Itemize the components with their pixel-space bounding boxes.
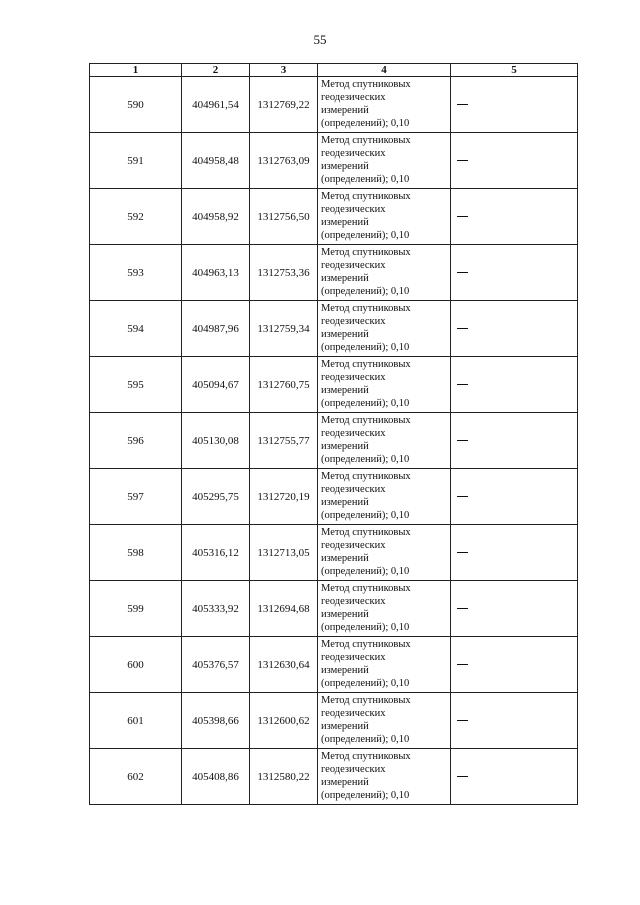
dash-mark <box>457 328 468 329</box>
header-col-3: 3 <box>250 64 318 77</box>
table-row <box>90 525 578 581</box>
method-line: измерений <box>321 553 369 564</box>
x-coordinate-cell: 405316,12 <box>182 525 250 581</box>
method-line: Метод спутниковых <box>321 695 411 706</box>
y-coordinate-cell: 1312630,64 <box>250 637 318 693</box>
dash-mark <box>457 720 468 721</box>
page-number: 55 <box>313 32 327 47</box>
note-cell <box>451 245 578 301</box>
method-cell <box>318 693 451 749</box>
x-coordinate-cell: 404961,54 <box>182 77 250 133</box>
method-line: (определений); 0,10 <box>321 174 410 185</box>
dash-mark <box>457 664 468 665</box>
y-coordinate-cell: 1312694,68 <box>250 581 318 637</box>
point-number-cell: 601 <box>90 693 182 749</box>
method-line: измерений <box>321 385 369 396</box>
table-row <box>90 133 578 189</box>
y-coordinate-cell: 1312753,36 <box>250 245 318 301</box>
point-number-cell: 593 <box>90 245 182 301</box>
x-coordinate-cell: 405295,75 <box>182 469 250 525</box>
table-header-row <box>90 64 578 77</box>
method-line: геодезических <box>321 428 386 439</box>
method-line: измерений <box>321 105 369 116</box>
method-line: измерений <box>321 721 369 732</box>
header-col-4: 4 <box>318 64 451 77</box>
x-coordinate-cell: 405094,67 <box>182 357 250 413</box>
method-line: геодезических <box>321 764 386 775</box>
note-cell <box>451 413 578 469</box>
point-number-cell: 602 <box>90 749 182 805</box>
x-coordinate-cell: 404987,96 <box>182 301 250 357</box>
method-line: (определений); 0,10 <box>321 230 410 241</box>
table-row <box>90 637 578 693</box>
note-cell <box>451 469 578 525</box>
table-row <box>90 581 578 637</box>
method-line: геодезических <box>321 372 386 383</box>
header-col-5: 5 <box>451 64 578 77</box>
y-coordinate-cell: 1312756,50 <box>250 189 318 245</box>
y-coordinate-cell: 1312600,62 <box>250 693 318 749</box>
method-cell <box>318 637 451 693</box>
note-cell <box>451 693 578 749</box>
table-row <box>90 189 578 245</box>
note-cell <box>451 525 578 581</box>
x-coordinate-cell: 404958,92 <box>182 189 250 245</box>
note-cell <box>451 189 578 245</box>
method-line: геодезических <box>321 204 386 215</box>
x-coordinate-cell: 405130,08 <box>182 413 250 469</box>
point-number-cell: 595 <box>90 357 182 413</box>
point-number-cell: 600 <box>90 637 182 693</box>
point-number-cell: 592 <box>90 189 182 245</box>
method-line: Метод спутниковых <box>321 359 411 370</box>
x-coordinate-cell: 404963,13 <box>182 245 250 301</box>
dash-mark <box>457 160 468 161</box>
coordinates-table <box>89 63 578 805</box>
table-row <box>90 301 578 357</box>
method-line: (определений); 0,10 <box>321 790 410 801</box>
note-cell <box>451 133 578 189</box>
table-row <box>90 245 578 301</box>
point-number-cell: 599 <box>90 581 182 637</box>
method-line: (определений); 0,10 <box>321 622 410 633</box>
y-coordinate-cell: 1312760,75 <box>250 357 318 413</box>
method-line: (определений); 0,10 <box>321 510 410 521</box>
method-line: (определений); 0,10 <box>321 566 410 577</box>
note-cell <box>451 357 578 413</box>
note-cell <box>451 581 578 637</box>
method-line: Метод спутниковых <box>321 751 411 762</box>
note-cell <box>451 637 578 693</box>
method-line: Метод спутниковых <box>321 583 411 594</box>
table-row <box>90 469 578 525</box>
point-number-cell: 591 <box>90 133 182 189</box>
method-line: Метод спутниковых <box>321 247 411 258</box>
coordinates-table-container <box>89 63 577 805</box>
method-line: геодезических <box>321 652 386 663</box>
method-line: (определений); 0,10 <box>321 678 410 689</box>
method-line: измерений <box>321 273 369 284</box>
table-body <box>90 77 578 805</box>
method-line: измерений <box>321 777 369 788</box>
y-coordinate-cell: 1312720,19 <box>250 469 318 525</box>
y-coordinate-cell: 1312755,77 <box>250 413 318 469</box>
method-cell <box>318 749 451 805</box>
y-coordinate-cell: 1312769,22 <box>250 77 318 133</box>
method-line: (определений); 0,10 <box>321 342 410 353</box>
method-line: (определений); 0,10 <box>321 398 410 409</box>
x-coordinate-cell: 404958,48 <box>182 133 250 189</box>
point-number-cell: 590 <box>90 77 182 133</box>
method-line: измерений <box>321 609 369 620</box>
method-line: (определений); 0,10 <box>321 118 410 129</box>
method-line: (определений); 0,10 <box>321 454 410 465</box>
note-cell <box>451 749 578 805</box>
method-line: Метод спутниковых <box>321 415 411 426</box>
header-col-1: 1 <box>90 64 182 77</box>
dash-mark <box>457 440 468 441</box>
method-line: геодезических <box>321 260 386 271</box>
x-coordinate-cell: 405333,92 <box>182 581 250 637</box>
method-cell <box>318 357 451 413</box>
dash-mark <box>457 272 468 273</box>
method-line: Метод спутниковых <box>321 135 411 146</box>
method-line: (определений); 0,10 <box>321 734 410 745</box>
method-line: геодезических <box>321 596 386 607</box>
y-coordinate-cell: 1312763,09 <box>250 133 318 189</box>
y-coordinate-cell: 1312580,22 <box>250 749 318 805</box>
method-line: измерений <box>321 441 369 452</box>
method-line: Метод спутниковых <box>321 527 411 538</box>
method-line: измерений <box>321 665 369 676</box>
method-cell <box>318 469 451 525</box>
x-coordinate-cell: 405376,57 <box>182 637 250 693</box>
dash-mark <box>457 384 468 385</box>
table-row <box>90 413 578 469</box>
method-cell <box>318 581 451 637</box>
table-row <box>90 77 578 133</box>
method-cell <box>318 525 451 581</box>
dash-mark <box>457 496 468 497</box>
note-cell <box>451 77 578 133</box>
method-line: (определений); 0,10 <box>321 286 410 297</box>
method-line: измерений <box>321 161 369 172</box>
method-line: Метод спутниковых <box>321 191 411 202</box>
table-row <box>90 693 578 749</box>
method-line: измерений <box>321 217 369 228</box>
method-line: геодезических <box>321 708 386 719</box>
dash-mark <box>457 104 468 105</box>
method-cell <box>318 413 451 469</box>
dash-mark <box>457 608 468 609</box>
method-line: измерений <box>321 497 369 508</box>
method-cell <box>318 189 451 245</box>
method-line: геодезических <box>321 148 386 159</box>
method-cell <box>318 77 451 133</box>
method-cell <box>318 133 451 189</box>
y-coordinate-cell: 1312713,05 <box>250 525 318 581</box>
point-number-cell: 594 <box>90 301 182 357</box>
point-number-cell: 598 <box>90 525 182 581</box>
dash-mark <box>457 776 468 777</box>
table-row <box>90 749 578 805</box>
method-line: Метод спутниковых <box>321 303 411 314</box>
x-coordinate-cell: 405408,86 <box>182 749 250 805</box>
point-number-cell: 597 <box>90 469 182 525</box>
method-line: Метод спутниковых <box>321 639 411 650</box>
header-col-2: 2 <box>182 64 250 77</box>
y-coordinate-cell: 1312759,34 <box>250 301 318 357</box>
dash-mark <box>457 552 468 553</box>
method-line: геодезических <box>321 540 386 551</box>
x-coordinate-cell: 405398,66 <box>182 693 250 749</box>
table-row <box>90 357 578 413</box>
method-line: измерений <box>321 329 369 340</box>
point-number-cell: 596 <box>90 413 182 469</box>
method-line: геодезических <box>321 484 386 495</box>
method-line: Метод спутниковых <box>321 79 411 90</box>
method-line: геодезических <box>321 316 386 327</box>
method-line: Метод спутниковых <box>321 471 411 482</box>
note-cell <box>451 301 578 357</box>
dash-mark <box>457 216 468 217</box>
method-cell <box>318 301 451 357</box>
method-line: геодезических <box>321 92 386 103</box>
method-cell <box>318 245 451 301</box>
